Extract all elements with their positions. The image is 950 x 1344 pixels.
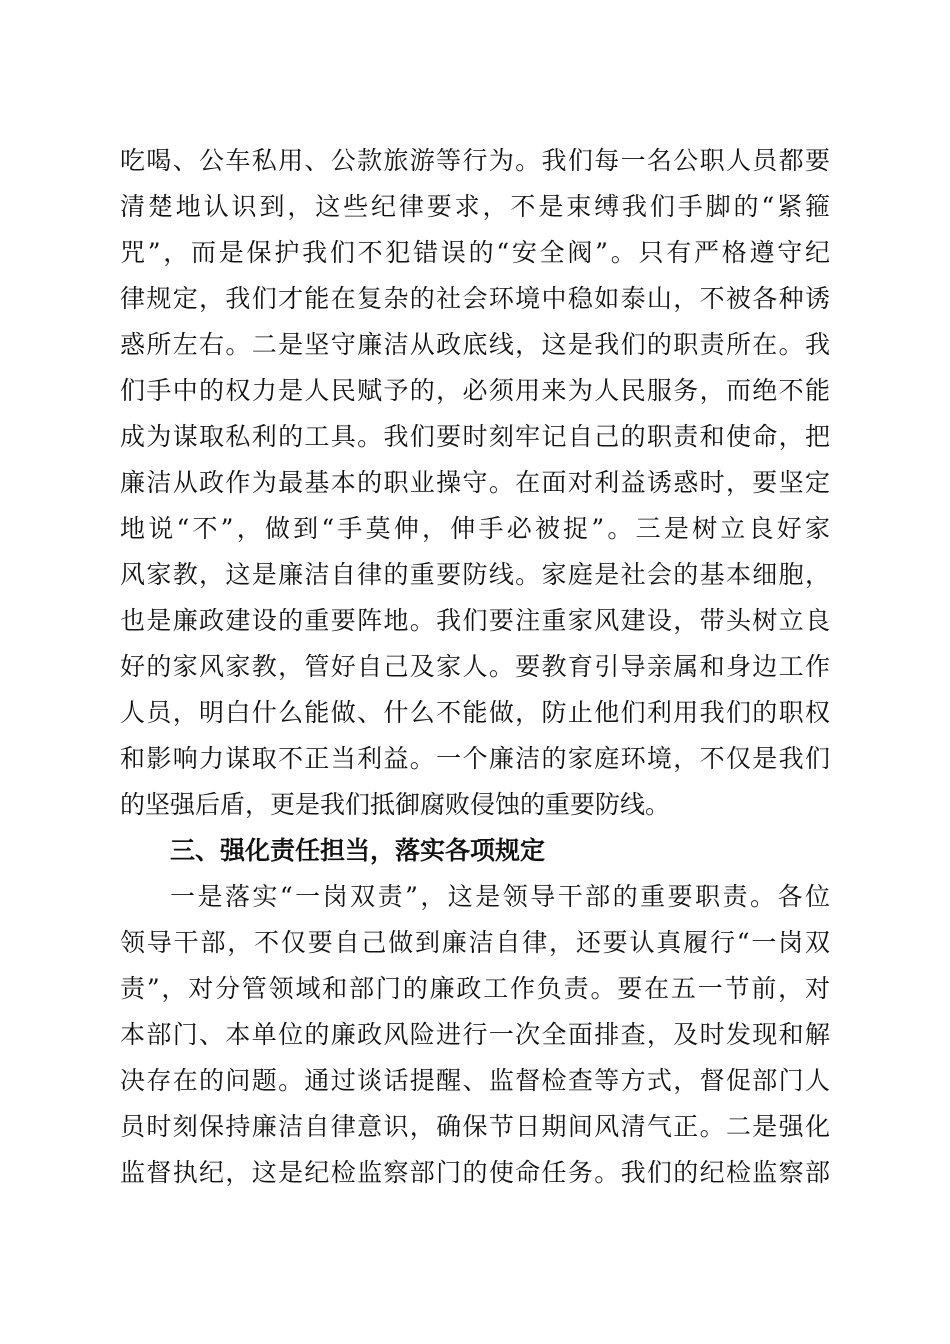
paragraph-line: 一是落实“一岗双责”，这是领导干部的重要职责。各位 xyxy=(170,882,830,911)
paragraph-line: 和影响力谋取不正当利益。一个廉洁的家庭环境，不仅是我们 xyxy=(120,744,830,773)
paragraph-line: 监督执纪，这是纪检监察部门的使命任务。我们的纪检监察部 xyxy=(120,1158,830,1187)
paragraph-line: 地说“不”，做到“手莫伸，伸手必被捉”。三是树立良好家 xyxy=(120,514,830,543)
paragraph-line: 决存在的问题。通过谈话提醒、监督检查等方式，督促部门人 xyxy=(120,1066,830,1095)
paragraph-line: 责”，对分管领域和部门的廉政工作负责。要在五一节前，对 xyxy=(120,974,830,1003)
paragraph-line: 风家教，这是廉洁自律的重要防线。家庭是社会的基本细胞， xyxy=(120,560,830,589)
paragraph-line: 咒”，而是保护我们不犯错误的“安全阀”。只有严格遵守纪 xyxy=(120,238,830,267)
paragraph-line: 惑所左右。二是坚守廉洁从政底线，这是我们的职责所在。我 xyxy=(120,330,830,359)
paragraph-line: 吃喝、公车私用、公款旅游等行为。我们每一名公职人员都要 xyxy=(120,146,830,175)
paragraph-line: 也是廉政建设的重要阵地。我们要注重家风建设，带头树立良 xyxy=(120,606,830,635)
paragraph-line: 成为谋取私利的工具。我们要时刻牢记自己的职责和使命，把 xyxy=(120,422,830,451)
paragraph-line: 本部门、本单位的廉政风险进行一次全面排查，及时发现和解 xyxy=(120,1020,830,1049)
paragraph-line: 们手中的权力是人民赋予的，必须用来为人民服务，而绝不能 xyxy=(120,376,830,405)
paragraph-line: 律规定，我们才能在复杂的社会环境中稳如泰山，不被各种诱 xyxy=(120,284,830,313)
section-heading: 三、强化责任担当，落实各项规定 xyxy=(170,836,546,865)
paragraph-line: 清楚地认识到，这些纪律要求，不是束缚我们手脚的“紧箍 xyxy=(120,192,830,221)
paragraph-line: 领导干部，不仅要自己做到廉洁自律，还要认真履行“一岗双 xyxy=(120,928,830,957)
paragraph-line: 好的家风家教，管好自己及家人。要教育引导亲属和身边工作 xyxy=(120,652,830,681)
paragraph-line: 员时刻保持廉洁自律意识，确保节日期间风清气正。二是强化 xyxy=(120,1112,830,1141)
paragraph-line: 廉洁从政作为最基本的职业操守。在面对利益诱惑时，要坚定 xyxy=(120,468,830,497)
paragraph-line: 的坚强后盾，更是我们抵御腐败侵蚀的重要防线。 xyxy=(120,790,671,819)
paragraph-line: 人员，明白什么能做、什么不能做，防止他们利用我们的职权 xyxy=(120,698,830,727)
